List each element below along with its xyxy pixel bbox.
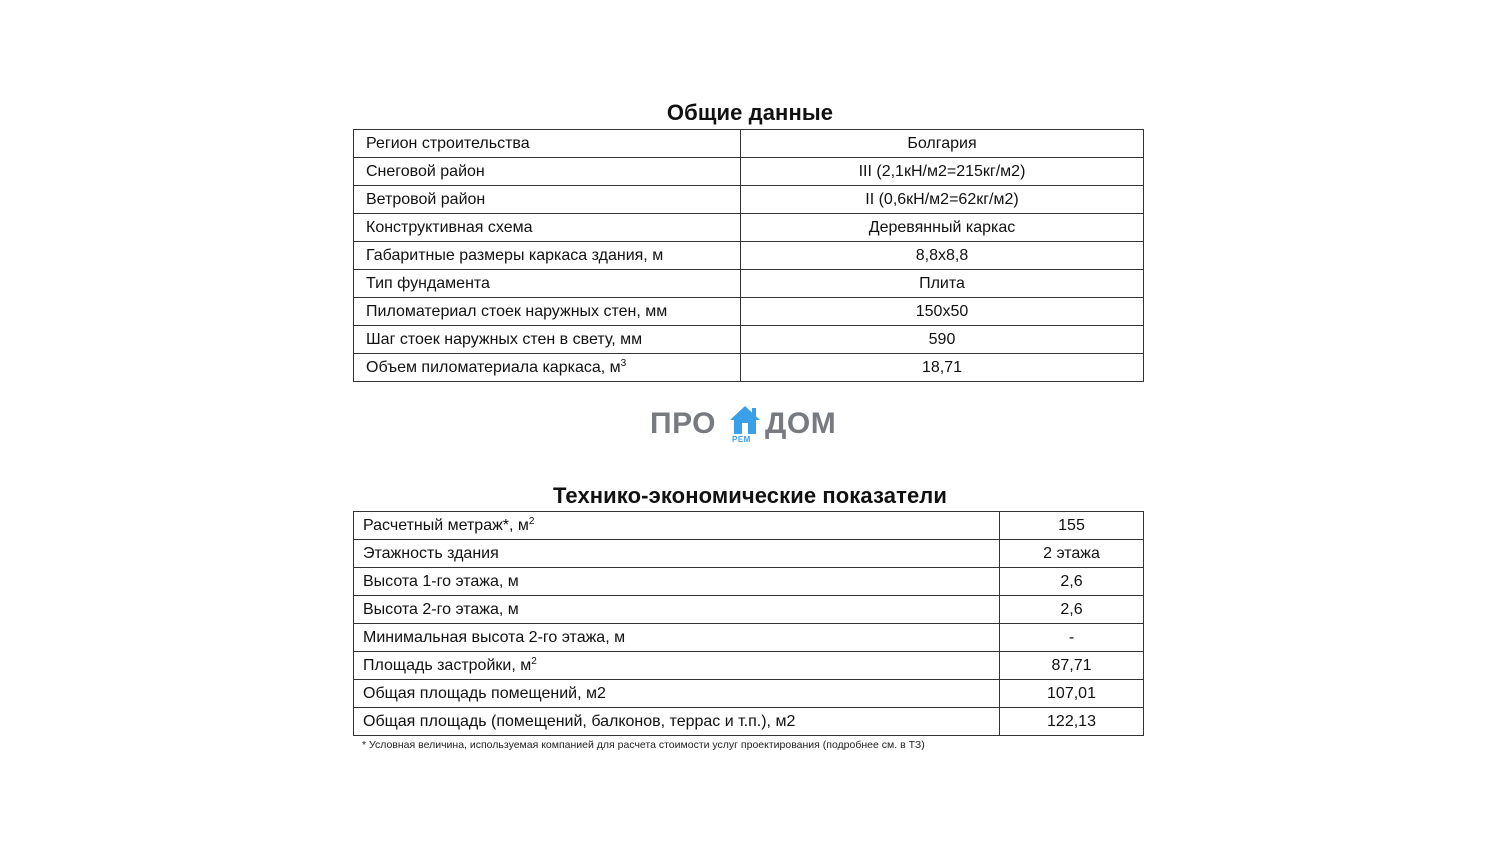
row-label: Площадь застройки, м bbox=[363, 657, 532, 674]
table-row bbox=[354, 298, 1144, 326]
row-value: 150x50 bbox=[741, 298, 1144, 326]
table-row bbox=[354, 214, 1144, 242]
row-label-cell bbox=[354, 652, 1000, 680]
table-row bbox=[354, 512, 1144, 540]
row-label: Расчетный метраж*, м bbox=[363, 517, 529, 534]
tech-indicators-table bbox=[353, 511, 1144, 736]
row-value: Деревянный каркас bbox=[741, 214, 1144, 242]
row-label: Этажность здания bbox=[354, 540, 1000, 568]
row-value: 122,13 bbox=[1000, 708, 1144, 736]
row-label: Минимальная высота 2-го этажа, м bbox=[354, 624, 1000, 652]
row-value: 590 bbox=[741, 326, 1144, 354]
house-icon bbox=[728, 404, 762, 436]
row-value: Болгария bbox=[741, 130, 1144, 158]
table-row bbox=[354, 596, 1144, 624]
table-row bbox=[354, 652, 1144, 680]
tech-indicators-title: Технико-экономические показатели bbox=[552, 483, 948, 508]
row-label: Шаг стоек наружных стен в свету, мм bbox=[354, 326, 741, 354]
logo-word-left: ПРО bbox=[650, 407, 717, 440]
row-label: Объем пиломатериала каркаса, м bbox=[366, 359, 621, 376]
table-row bbox=[354, 186, 1144, 214]
row-label: Регион строительства bbox=[354, 130, 741, 158]
row-label-cell bbox=[354, 512, 1000, 540]
row-value: 2,6 bbox=[1000, 596, 1144, 624]
row-value: III (2,1кН/м2=215кг/м2) bbox=[741, 158, 1144, 186]
row-label: Снеговой район bbox=[354, 158, 741, 186]
row-value: 107,01 bbox=[1000, 680, 1144, 708]
unit-superscript: 3 bbox=[620, 358, 627, 369]
row-value: 18,71 bbox=[741, 354, 1144, 382]
footnote: * Условная величина, используемая компанией для расчета стоимости услуг проектирования (подробнее см. в ТЗ) bbox=[362, 739, 925, 751]
row-label: Габаритные размеры каркаса здания, м bbox=[354, 242, 741, 270]
row-label: Общая площадь помещений, м2 bbox=[354, 680, 1000, 708]
table-row bbox=[354, 540, 1144, 568]
table-row bbox=[354, 242, 1144, 270]
general-data-title: Общие данные bbox=[666, 100, 834, 125]
row-value: II (0,6кН/м2=62кг/м2) bbox=[741, 186, 1144, 214]
row-value: 87,71 bbox=[1000, 652, 1144, 680]
row-value: Плита bbox=[741, 270, 1144, 298]
table-row bbox=[354, 130, 1144, 158]
row-value: 2 этажа bbox=[1000, 540, 1144, 568]
table-row bbox=[354, 326, 1144, 354]
table-row bbox=[354, 354, 1144, 382]
company-logo bbox=[650, 403, 850, 447]
general-data-table bbox=[353, 129, 1144, 382]
table-row bbox=[354, 680, 1144, 708]
logo-subtext: РЕМ bbox=[732, 435, 751, 444]
row-label-cell bbox=[354, 354, 741, 382]
unit-superscript: 2 bbox=[528, 516, 535, 527]
table-row bbox=[354, 708, 1144, 736]
row-label: Высота 2-го этажа, м bbox=[354, 596, 1000, 624]
row-value: 2,6 bbox=[1000, 568, 1144, 596]
row-label: Общая площадь (помещений, балконов, террас и т.п.), м2 bbox=[354, 708, 1000, 736]
table-row bbox=[354, 568, 1144, 596]
row-label: Конструктивная схема bbox=[354, 214, 741, 242]
table-row bbox=[354, 270, 1144, 298]
row-label: Ветровой район bbox=[354, 186, 741, 214]
row-label: Пиломатериал стоек наружных стен, мм bbox=[354, 298, 741, 326]
table-row bbox=[354, 158, 1144, 186]
logo-word-right: ДОМ bbox=[765, 407, 837, 440]
table-row bbox=[354, 624, 1144, 652]
row-label: Высота 1-го этажа, м bbox=[354, 568, 1000, 596]
row-value: 155 bbox=[1000, 512, 1144, 540]
row-value: 8,8x8,8 bbox=[741, 242, 1144, 270]
row-label: Тип фундамента bbox=[354, 270, 741, 298]
row-value: - bbox=[1000, 624, 1144, 652]
unit-superscript: 2 bbox=[531, 656, 537, 667]
